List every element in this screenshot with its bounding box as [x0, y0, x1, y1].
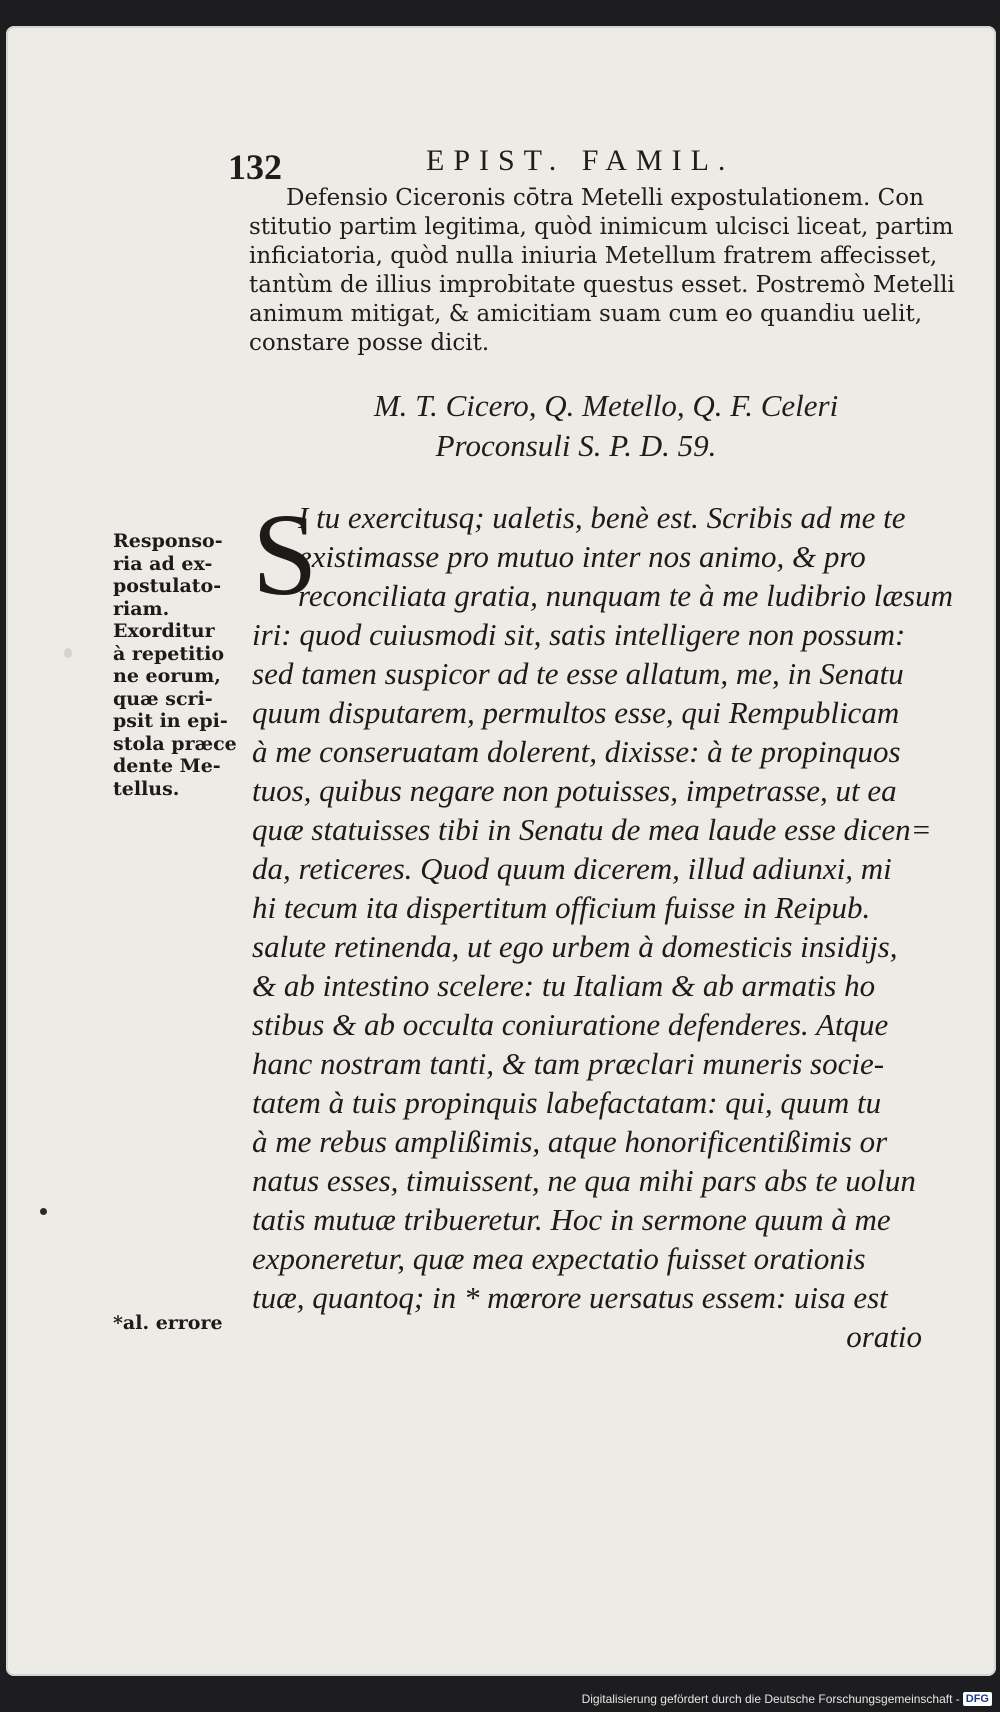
argument-line: inficiatoria, quòd nulla iniuria Metellum fratrem affecisset, — [249, 243, 938, 269]
margin-note-line: Exorditur — [113, 620, 215, 642]
body-line: I tu exercitusq; ualetis, benè est. Scribis ad me te — [298, 500, 906, 535]
page-number: 132 — [228, 147, 282, 187]
argument-line: stitutio partim legitima, quòd inimicum ulcisci liceat, partim — [249, 214, 954, 240]
margin-note-line: à repetitio — [113, 642, 225, 665]
body-line: natus esses, timuissent, ne qua mihi pars abs te uolun — [252, 1163, 916, 1198]
argument-line: animum mitigat, & amicitiam suam cum eo quandiu uelit, — [249, 301, 923, 327]
body-line: da, reticeres. Quod quum dicerem, illud adiunxi, mi — [252, 851, 892, 886]
margin-note-line: Responso- — [113, 530, 223, 552]
margin-note-line: stola præce — [113, 732, 237, 755]
margin-note-line: ria ad ex- — [113, 552, 213, 575]
body-line: hanc nostram tanti, & tam præclari muneris socie- — [252, 1046, 885, 1081]
argument-summary — [249, 184, 955, 358]
body-line: tatem à tuis propinquis labefactatam: qui, quum tu — [252, 1085, 882, 1120]
body-line: salute retinenda, ut ego urbem à domesticis insidijs, — [252, 929, 898, 964]
body-line: à me conseruatam dolerent, dixisse: à te propinquos — [252, 734, 901, 769]
body-line: exponeretur, quæ mea expectatio fuisset orationis — [252, 1241, 866, 1276]
body-line: tatis mutuæ tribueretur. Hoc in sermone quum à me — [252, 1202, 891, 1237]
body-line: & ab intestino scelere: tu Italiam & ab armatis ho — [252, 968, 876, 1003]
body-line: hi tecum ita dispertitum officium fuisse in Reipub. — [252, 890, 871, 925]
body-line: stibus & ab occulta coniuratione defenderes. Atque — [252, 1007, 889, 1042]
body-line: à me rebus amplißimis, atque honorificentißimis or — [252, 1124, 888, 1159]
margin-variant-note: *al. errore — [113, 1312, 223, 1334]
body-line: sed tamen suspicor ad te esse allatum, me, in Senatu — [252, 656, 904, 691]
margin-note-line: dente Me- — [113, 755, 221, 777]
ink-dot — [40, 1208, 47, 1215]
margin-note-line: tellus. — [113, 777, 180, 800]
dfg-logo-icon: DFG — [963, 1692, 992, 1706]
argument-line: constare posse dicit. — [249, 330, 490, 356]
footer-credit: Digitalisierung gefördert durch die Deutsche Forschungsgemeinschaft - — [581, 1692, 960, 1706]
paper-stain — [64, 648, 72, 658]
body-line: iri: quod cuiusmodi sit, satis intelligere non possum: — [252, 617, 906, 652]
body-line: existimasse pro mutuo inter nos animo, & pro — [298, 539, 866, 574]
body-line: quæ statuisses tibi in Senatu de mea laude esse dicen= — [252, 812, 932, 847]
body-line: reconciliata gratia, nunquam te à me ludibrio læsum — [298, 578, 953, 613]
book-page — [6, 26, 996, 1676]
margin-note-line: quæ scri- — [113, 687, 213, 710]
letter-body — [252, 489, 953, 1356]
margin-note-line: riam. — [113, 597, 170, 620]
digitization-footer — [582, 1692, 992, 1706]
running-head: EPIST. FAMIL. — [426, 144, 735, 177]
salutation-line-2: Proconsuli S. P. D. 59. — [435, 428, 717, 463]
letter-salutation — [326, 386, 886, 466]
margin-note-line: postulato- — [113, 575, 222, 597]
drop-cap: S — [252, 489, 318, 620]
margin-note — [113, 530, 239, 800]
argument-line: tantùm de illius improbitate questus esset. Postremò Metelli — [249, 272, 955, 298]
margin-note-line: ne eorum, — [113, 665, 221, 687]
argument-line: Defensio Ciceronis cōtra Metelli expostulationem. Con — [286, 185, 924, 211]
margin-note-line: psit in epi- — [113, 710, 228, 732]
catchword: oratio — [846, 1319, 922, 1354]
body-line: tuæ, quantoq; in * mœrore uersatus essem: uisa est — [252, 1280, 888, 1315]
body-line: quum disputarem, permultos esse, qui Rempublicam — [252, 695, 900, 730]
body-line: tuos, quibus negare non potuisses, impetrasse, ut ea — [252, 773, 897, 808]
salutation-line-1: M. T. Cicero, Q. Metello, Q. F. Celeri — [373, 388, 839, 423]
